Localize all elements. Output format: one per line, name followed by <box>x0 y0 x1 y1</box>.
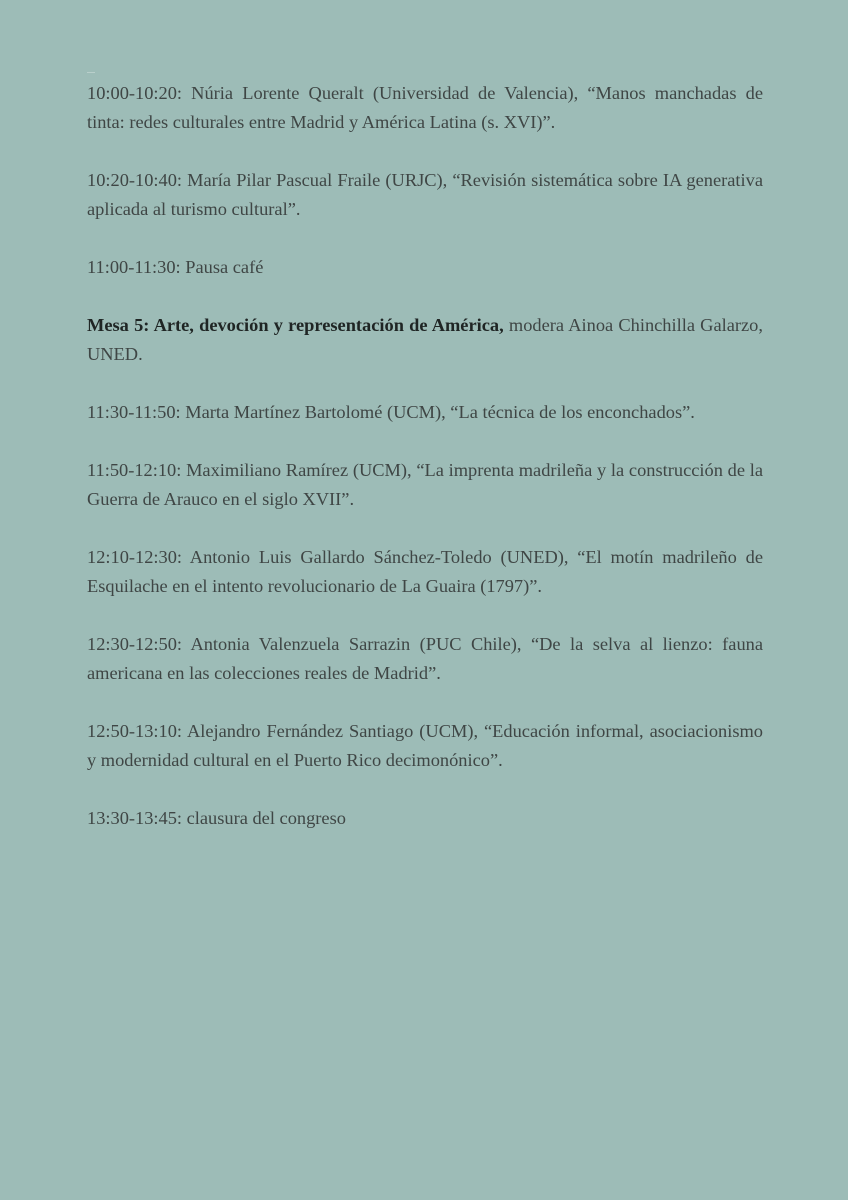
session-lorente: 10:00-10:20: Núria Lorente Queralt (Universidad de Valencia), “Manos manchadas de tinta: redes culturales entre Madrid y América Latina (s. XVI)”. <box>87 83 763 132</box>
mesa-5-title: Mesa 5: Arte, devoción y representación de América, <box>87 315 504 335</box>
session-martinez: 11:30-11:50: Marta Martínez Bartolomé (UCM), “La técnica de los enconchados”. <box>87 402 695 422</box>
session-gallardo: 12:10-12:30: Antonio Luis Gallardo Sánchez-Toledo (UNED), “El motín madrileño de Esquilache en el intento revolucionario de La Guaira (1797)”. <box>87 547 763 596</box>
session-valenzuela: 12:30-12:50: Antonia Valenzuela Sarrazin (PUC Chile), “De la selva al lienzo: fauna americana en las colecciones reales de Madrid”. <box>87 634 763 683</box>
program-page <box>87 79 763 862</box>
session-fernandez: 12:50-13:10: Alejandro Fernández Santiago (UCM), “Educación informal, asociacionismo y modernidad cultural en el Puerto Rico decimonónico”. <box>87 721 763 770</box>
coffee-break: 11:00-11:30: Pausa café <box>87 257 264 277</box>
mesa-5-heading <box>87 311 763 369</box>
page-top-mark <box>87 72 95 73</box>
session-ramirez: 11:50-12:10: Maximiliano Ramírez (UCM), “La imprenta madrileña y la construcción de la Guerra de Arauco en el siglo XVII”. <box>87 460 763 509</box>
closing-session: 13:30-13:45: clausura del congreso <box>87 808 346 828</box>
mesa-5-moderator: modera Ainoa Chinchilla Galarzo, UNED. <box>87 315 763 364</box>
session-pascual: 10:20-10:40: María Pilar Pascual Fraile (URJC), “Revisión sistemática sobre IA generativa aplicada al turismo cultural”. <box>87 170 763 219</box>
